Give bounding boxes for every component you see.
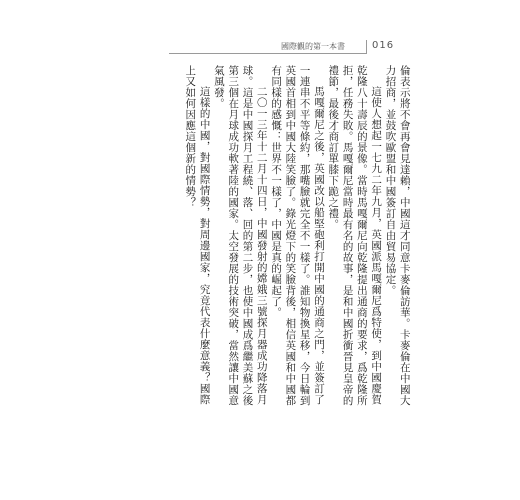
book-title: 國際觀的第一本書 bbox=[281, 42, 345, 51]
paragraph: 這樣的中國，對國際情勢，對周邊國家，究竟代表什麼意義？國際上又如何因應這個新的情勢？ bbox=[184, 65, 211, 405]
header-separator bbox=[366, 40, 367, 54]
paragraph: 倫表示將不會再會見達賴，中國這才同意卡麥倫訪華。卡麥倫在中國大力招商，並鼓吹歐盟和中國簽訂自由貿易協定。 bbox=[384, 65, 411, 406]
page-number: 016 bbox=[372, 40, 395, 51]
vertical-text-body bbox=[183, 65, 412, 410]
page-header bbox=[169, 40, 407, 54]
paragraph: 二〇一三年十二月十四日，中國發射的嫦娥三號探月器成功降落月球。這是中國探月工程繞、落、回的第二步，也使中國成爲繼美蘇之後第三個在月球成功軟著陸的國家。太空發展的技術突破，當然讓中國意氣風發。 bbox=[212, 65, 268, 406]
header-rule bbox=[169, 53, 366, 54]
paragraph: 這使人想起一七九二年九月，英國派馬嘎爾尼爲特使，到中國慶賀乾隆八十壽辰的景像。當時馬嘎爾尼向乾隆提出通商的要求，爲乾隆所拒，任務失敗。馬嘎爾尼當時最有名的故事，是和中國折衝晉見皇帝的禮節，最後才商訂單膝下跪之禮。 bbox=[327, 65, 383, 406]
paragraph: 馬嘎爾尼之後，英國改以船堅砲利打開中國的通商之門，並簽訂了一連串不平等條約，那嘴臉就完全不一樣了。誰知物換星移，今日輪到英國首相到中國大陸笑臉了。錄光燈下的笑臉背後，相信英國和中國都有同樣的感慨：世界不一樣了，中國是真的崛起了。 bbox=[270, 65, 325, 406]
